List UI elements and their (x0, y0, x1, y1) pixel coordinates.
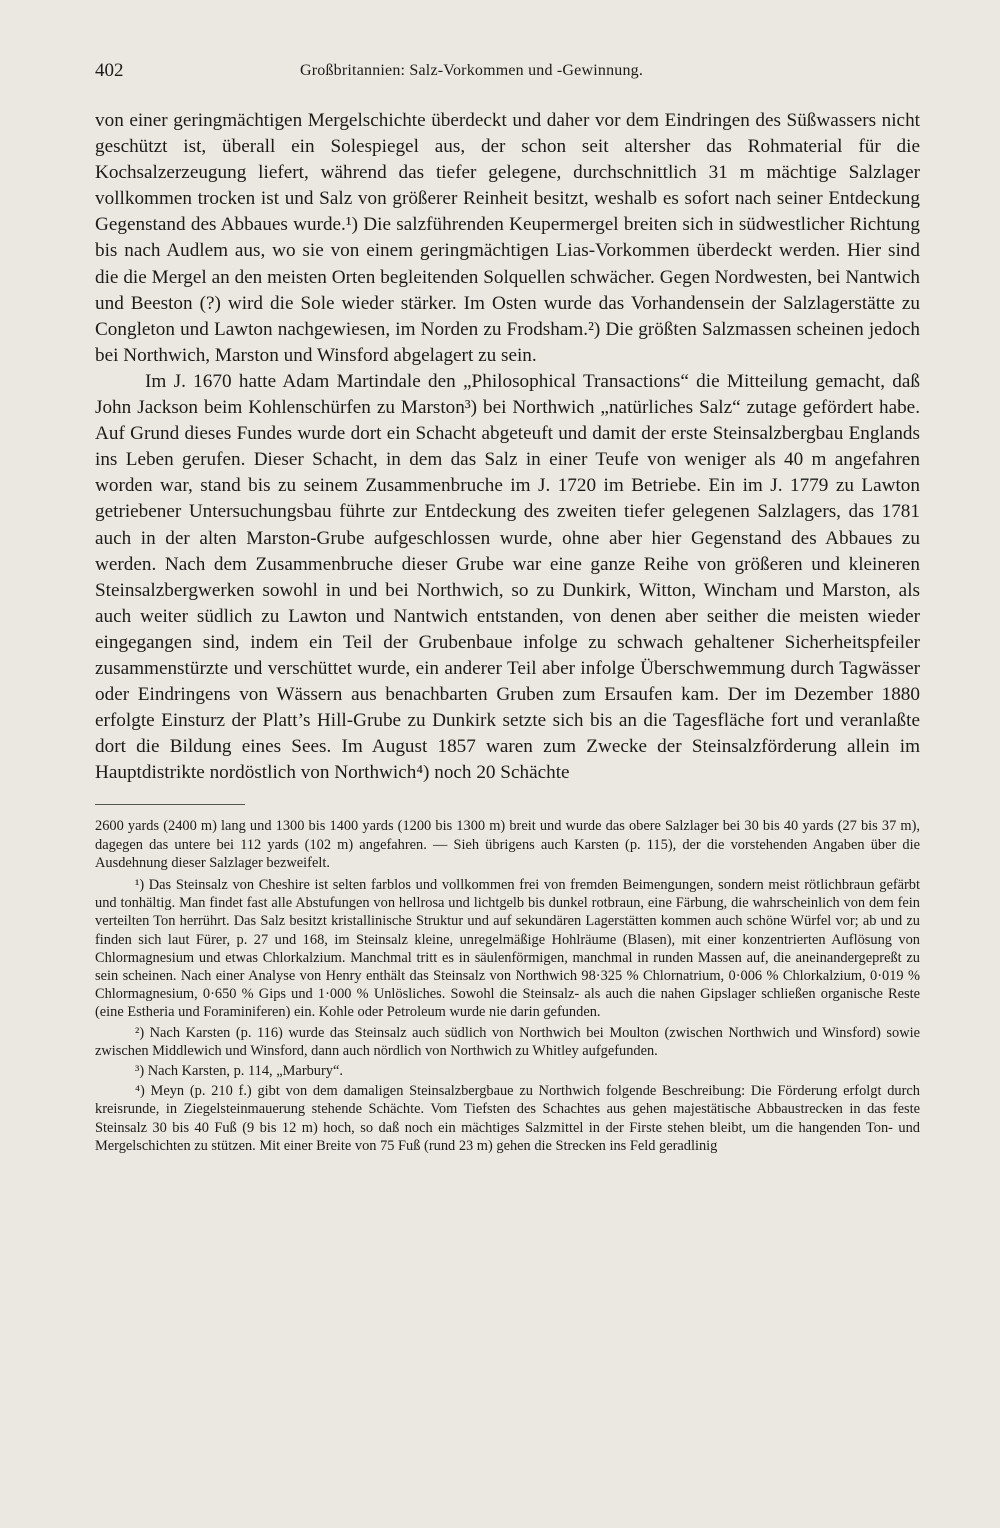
footnote-continuation: 2600 yards (2400 m) lang und 1300 bis 1400 yards (1200 bis 1300 m) breit und wurde das obere Salzlager bei 30 bis 40 yards (27 bis 37 m), dagegen das untere bei 112 yards (102 m) angefahren. — Sieh übrigens auch Karsten (p. 115), der die vorstehenden Angaben über die Ausdehnung dieser Salzlager bezweifelt. (95, 818, 920, 871)
body-paragraph: von einer geringmächtigen Mergelschichte überdeckt und daher vor dem Eindringen des Süßwassers nicht geschützt ist, überall ein Solespiegel aus, der schon seit altersher das Rohmaterial für die Kochsalzerzeugung liefert, während das tiefer gelegene, durchschnittlich 31 m mächtige Salzlager vollkommen trocken ist und Salz von größerer Reinheit besitzt, weshalb es sofort nach seiner Entdeckung Gegenstand des Abbaues wurde.¹) Die salzführenden Keupermergel breiten sich in südwestlicher Richtung bis nach Audlem aus, wo sie von einem geringmächtigen Lias-Vorkommen überdeckt werden. Hier sind die die Mergel an den meisten Orten begleitenden Solquellen schwächer. Gegen Nordwesten, bei Nantwich und Beeston (?) wird die Sole wieder stärker. Im Osten wurde das Vorhandensein der Salzlagerstätte zu Congleton und Lawton nachgewiesen, im Norden zu Frodsham.²) Die größten Salzmassen scheinen jedoch bei Northwich, Marston und Winsford abgelagert zu sein. (95, 110, 920, 366)
body-paragraph: Im J. 1670 hatte Adam Martindale den „Philosophical Transactions“ die Mitteilung gemacht, daß John Jackson beim Kohlenschürfen zu Marston³) bei Northwich „natürliches Salz“ zutage gefördert habe. Auf Grund dieses Fundes wurde dort ein Schacht abgeteuft und damit der erste Steinsalzbergbau Englands ins Leben gerufen. Dieser Schacht, in dem das Salz in einer Teufe von weniger als 40 m angefahren worden war, stand bis zu seinem Zusammenbruche im J. 1720 im Betriebe. Ein im J. 1779 zu Lawton getriebener Untersuchungsbau führte zur Entdeckung des zweiten tiefer gelegenen Salzlagers, das 1781 auch in der alten Marston-Grube aufgeschlossen wurde, ohne aber hier Gegenstand des Abbaues zu werden. Nach dem Zusammenbruche dieser Grube war eine ganze Reihe von größeren und kleineren Steinsalzbergwerken sowohl in und bei Northwich, so zu Dunkirk, Witton, Wincham und Marston, als auch weiter südlich zu Lawton und Nantwich entstanden, von denen aber seither die meisten wieder eingegangen sind, indem ein Teil der Grubenbaue infolge zu schwach gehaltener Sicherheitspfeiler zusammenstürzte und verschüttet wurde, ein anderer Teil aber infolge Überschwemmung durch Tagwässer oder Eindringens von Wässern aus benachbarten Gruben zum Ersaufen kam. Der im Dezember 1880 erfolgte Einsturz der Platt’s Hill-Grube zu Dunkirk setzte sich bis an die Tagesfläche fort und veranlaßte dort die Bildung eines Sees. Im August 1857 waren zum Zwecke der Steinsalzförderung allein im Hauptdistrikte nordöstlich von Northwich⁴) noch 20 Schächte (95, 370, 920, 784)
page-header (95, 60, 920, 90)
footnotes (95, 817, 920, 1155)
footnote-1: ¹) Das Steinsalz von Cheshire ist selten farblos und vollkommen frei von fremden Beimengungen, sondern meist rötlichbraun gefärbt und tonhältig. Man findet fast alle Abstufungen von hellrosa und lichtgelb bis dunkel rotbraun, eine Färbung, die wahrscheinlich von dem fein verteilten Ton herrührt. Das Salz besitzt kristallinische Struktur und auf sekundären Lagerstätten kommen auch schöne Würfel vor; ab und zu finden sich laut Fürer, p. 27 und 168, im Steinsalz kleine, unregelmäßige Hohlräume (Blasen), mit einer konzentrierten Auflösung von Chlormagnesium und etwas Chlorkalzium. Manchmal tritt es in säulenförmigen, manchmal in runden Massen auf, die aneinandergepreßt zu sein scheinen. Nach einer Analyse von Henry enthält das Steinsalz von Northwich 98·325 % Chlornatrium, 0·006 % Chlorkalzium, 0·019 % Chlormagnesium, 0·650 % Gips und 1·000 % Unlösliches. Sowohl die Steinsalz- als auch die nahen Gipslager schließen organische Reste (eine Estheria und Foraminiferen) ein. Kohle oder Petroleum wurde nie darin gefunden. (95, 877, 920, 1021)
page-number: 402 (95, 60, 124, 81)
footnote-2: ²) Nach Karsten (p. 116) wurde das Steinsalz auch südlich von Northwich bei Moulton (zwischen Northwich und Winsford) sowie zwischen Middlewich und Winsford, dann auch nördlich von Northwich zu Whitley aufgefunden. (95, 1024, 920, 1059)
body-text (95, 108, 920, 786)
footnote-3: ³) Nach Karsten, p. 114, „Marbury“. (135, 1063, 343, 1080)
footnote-separator (95, 804, 245, 805)
footnote-4: ⁴) Meyn (p. 210 f.) gibt von dem damaligen Steinsalzbergbaue zu Northwich folgende Beschreibung: Die Förderung erfolgt durch kreisrunde, in Ziegelsteinmauerung stehende Schächte. Vom Tiefsten des Schachtes aus gehen majestätische Abbaustrecken in das feste Steinsalz 30 bis 40 Fuß (9 bis 12 m) hoch, so daß noch ein mächtiges Salzmittel in der Firste stehen bleibt, um die hangenden Ton- und Mergelschichten zu stützen. Mit einer Breite von 75 Fuß (rund 23 m) gehen die Strecken ins Feld geradlinig (95, 1083, 920, 1154)
running-title: Großbritannien: Salz-Vorkommen und -Gewinnung. (300, 62, 644, 79)
